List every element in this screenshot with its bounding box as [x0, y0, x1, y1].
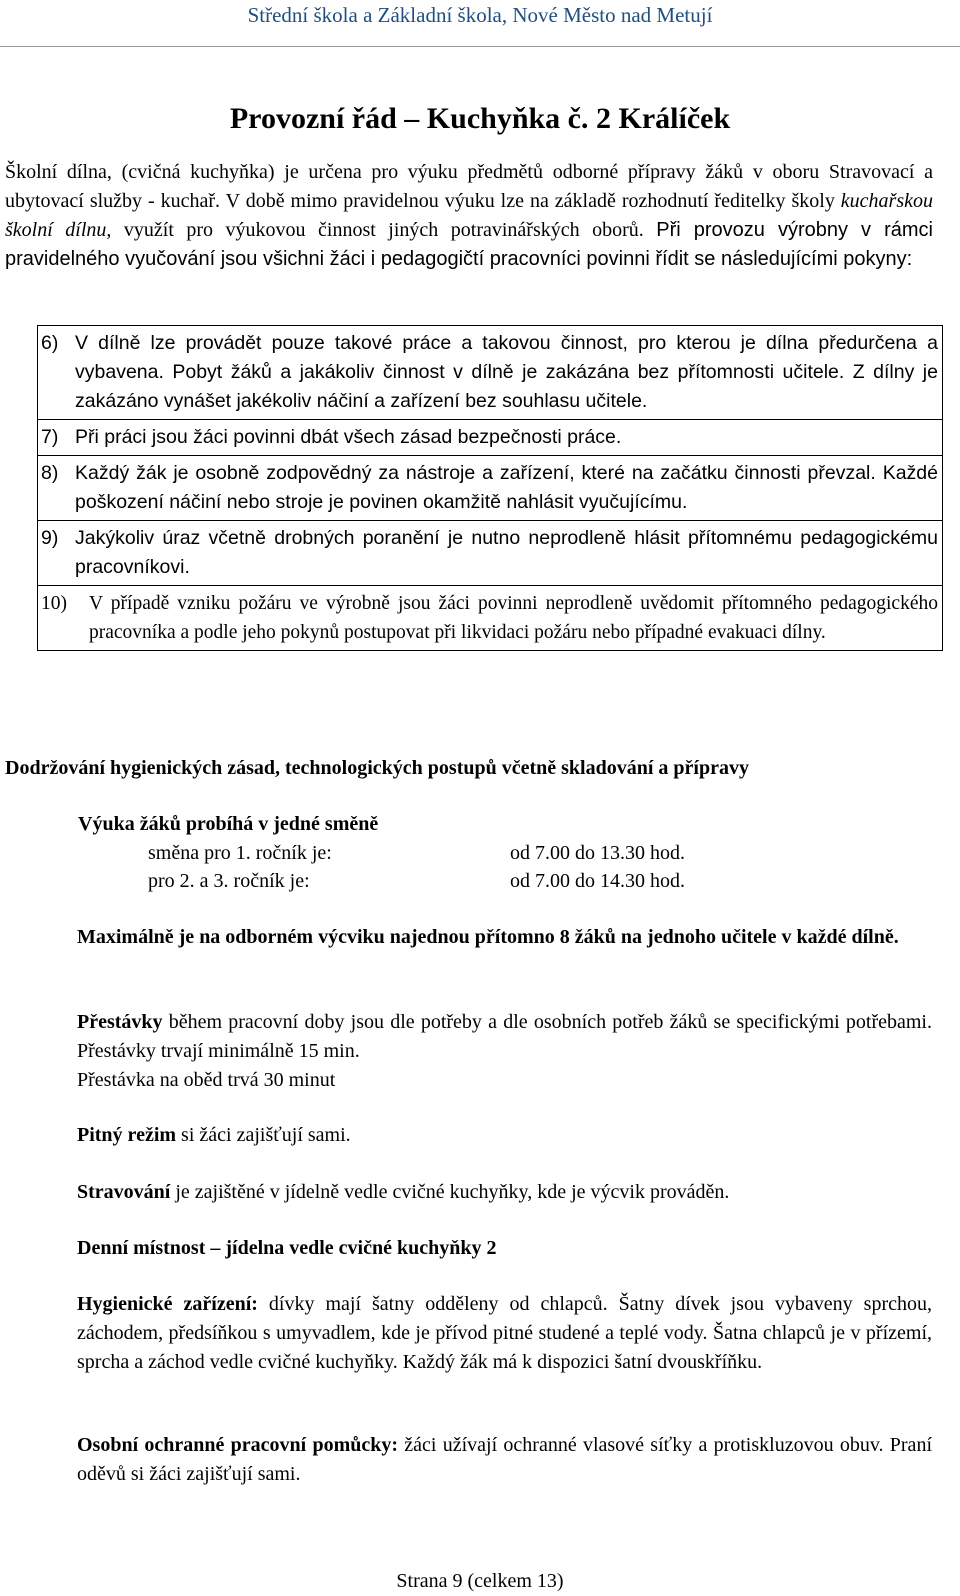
drinking-label: Pitný režim	[77, 1124, 177, 1146]
intro-text-1: Školní dílna, (cvičná kuchyňka) je určena pro výuku předmětů odborné přípravy žáků v oboru Stravovací a ubytovací služby - kuchař. V době mimo pravidelnou výuku lze na základě rozhodnutí ředitelky školy	[5, 161, 933, 212]
rule-row	[38, 586, 943, 651]
shifts-heading: Výuka žáků probíhá v jedné směně	[78, 813, 379, 835]
rule-text: Každý žák je osobně zodpovědný za nástroje a zařízení, které na začátku činnosti převzal. Každé poškození náčiní nebo stroje je povinen okamžitě nahlásit vyučujícímu.	[75, 462, 938, 513]
hygiene-heading: Dodržování hygienických zásad, technologických postupů včetně skladování a přípravy	[5, 757, 749, 779]
shift-label: směna pro 1. ročník je:	[148, 842, 332, 864]
catering-paragraph	[77, 1178, 932, 1207]
rule-row	[38, 521, 943, 586]
rule-row	[38, 456, 943, 521]
hygiene-facilities-paragraph	[77, 1290, 932, 1377]
rule-text: Jakýkoliv úraz včetně drobných poranění je nutno neprodleně hlásit přítomnému pedagogickému pracovníkovi.	[75, 527, 938, 578]
header-divider	[0, 46, 960, 47]
shift-label: pro 2. a 3. ročník je:	[148, 870, 310, 892]
rule-text: V případě vzniku požáru ve výrobně jsou žáci povinni neprodleně uvědomit přítomného pedagogického pracovníka a podle jeho pokynů postupovat při likvidaci požáru nebo případné evakuaci dílny.	[89, 593, 938, 643]
catering-text: je zajištěné v jídelně vedle cvičné kuchyňky, kde je výcvik prováděn.	[170, 1181, 730, 1203]
rule-row	[38, 420, 943, 456]
max-students-paragraph	[77, 923, 932, 952]
breaks-text: během pracovní doby jsou dle potřeby a dle osobních potřeb žáků se specifickými potřebami. Přestávky trvají minimálně 15 min.	[77, 1011, 932, 1062]
rule-number: 7)	[41, 426, 59, 448]
catering-label: Stravování	[77, 1181, 171, 1203]
day-room-paragraph	[77, 1234, 932, 1263]
hygiene-facilities-text: dívky mají šatny odděleny od chlapců. Šatny dívek jsou vybaveny sprchou, záchodem, předsíňkou s umyvadlem, kde je přívod pitné studené a teplé vody. Šatna chlapců je v přízemí, sprcha a záchod vedle cvičné kuchyňky. Každý žák má k dispozici šatní dvouskříňku.	[77, 1293, 932, 1373]
rule-number: 10)	[41, 593, 67, 614]
lunch-break-text: Přestávka na oběd trvá 30 minut	[77, 1069, 336, 1091]
intro-italic: kuchařskou školní dílnu,	[5, 190, 933, 241]
breaks-label: Přestávky	[77, 1011, 163, 1033]
intro-text-3: Při provozu výrobny v rámci pravidelného vyučování jsou všichni žáci i pedagogičtí pracovníci povinni řídit se následujícími pokyny:	[5, 219, 934, 270]
rule-text: V dílně lze provádět pouze takové práce a takovou činnost, pro kterou je dílna předurčena a vybavena. Pobyt žáků a jakákoliv činnost v dílně je zakázána bez přítomnosti učitele. Z dílny je zakázáno vynášet jakékoliv náčiní a zařízení bez souhlasu učitele.	[75, 332, 938, 412]
drinking-text: si žáci zajišťují sami.	[176, 1124, 351, 1146]
rule-number: 9)	[41, 527, 59, 549]
page-number: Strana 9 (celkem 13)	[396, 1570, 564, 1592]
protective-paragraph	[77, 1431, 932, 1489]
intro-text-2: využít pro výukovou činnost jiných potravinářských oborů.	[111, 219, 657, 241]
rule-text: Při práci jsou žáci povinni dbát všech zásad bezpečnosti práce.	[75, 426, 622, 448]
document-title: Provozní řád – Kuchyňka č. 2 Králíček	[229, 102, 731, 135]
shift-time: od 7.00 do 14.30 hod.	[510, 870, 685, 892]
protective-text: žáci užívají ochranné vlasové síťky a protiskluzovou obuv. Praní oděvů si žáci zajišťují sami.	[77, 1434, 932, 1485]
intro-paragraph	[5, 158, 933, 274]
shift-time: od 7.00 do 13.30 hod.	[510, 842, 685, 864]
drinking-paragraph	[77, 1121, 932, 1150]
hygiene-facilities-label: Hygienické zařízení:	[77, 1293, 258, 1315]
day-room-label: Denní místnost – jídelna vedle cvičné kuchyňky 2	[77, 1237, 497, 1259]
protective-label: Osobní ochranné pracovní pomůcky:	[77, 1434, 399, 1456]
breaks-paragraph	[77, 1008, 932, 1095]
rules-table	[37, 325, 943, 651]
rule-row	[38, 326, 943, 420]
school-name: Střední škola a Základní škola, Nové Město nad Metují	[247, 3, 713, 27]
rule-number: 6)	[41, 332, 59, 354]
page-header	[0, 0, 960, 46]
max-students-text: Maximálně je na odborném výcviku najednou přítomno 8 žáků na jednoho učitele v každé dílně.	[77, 926, 899, 948]
rule-number: 8)	[41, 462, 59, 484]
